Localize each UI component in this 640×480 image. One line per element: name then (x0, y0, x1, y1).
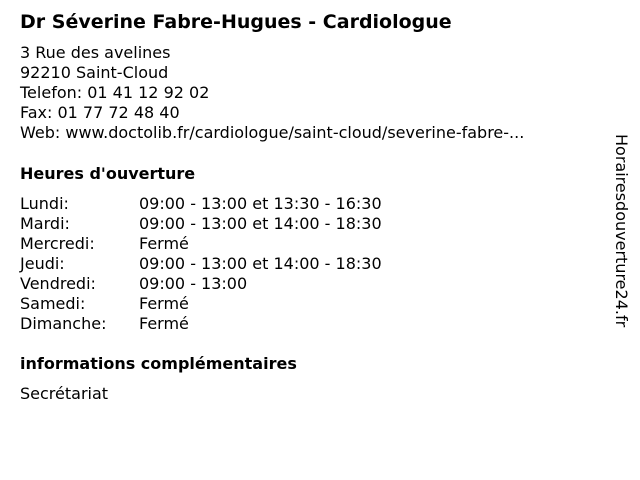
additional-info-heading: informations complémentaires (20, 354, 297, 373)
day-label: Jeudi: (20, 254, 65, 273)
contact-block (20, 43, 524, 143)
website-link[interactable]: Web: www.doctolib.fr/cardiologue/saint-cloud/severine-fabre-... (20, 123, 525, 142)
day-label: Mardi: (20, 214, 70, 233)
day-label: Lundi: (20, 194, 69, 213)
day-label: Mercredi: (20, 234, 95, 253)
fax-number: Fax: 01 77 72 48 40 (20, 103, 180, 122)
page-title: Dr Séverine Fabre-Hugues - Cardiologue (20, 11, 452, 33)
day-label: Vendredi: (20, 274, 96, 293)
phone-number: Telefon: 01 41 12 92 02 (20, 83, 210, 102)
time-value: 09:00 - 13:00 et 14:00 - 18:30 (139, 214, 382, 233)
time-value: Fermé (139, 314, 189, 333)
opening-hours-heading: Heures d'ouverture (20, 164, 196, 183)
site-watermark: Horairesdouverture24.fr (612, 134, 631, 328)
additional-info-text: Secrétariat (20, 384, 109, 403)
street-address: 3 Rue des avelines (20, 43, 171, 62)
day-label: Dimanche: (20, 314, 107, 333)
time-value: 09:00 - 13:00 (139, 274, 248, 293)
time-value: Fermé (139, 294, 189, 313)
day-label: Samedi: (20, 294, 86, 313)
time-value: 09:00 - 13:00 et 13:30 - 16:30 (139, 194, 382, 213)
city-postal-code: 92210 Saint-Cloud (20, 63, 169, 82)
time-value: Fermé (139, 234, 189, 253)
time-value: 09:00 - 13:00 et 14:00 - 18:30 (139, 254, 382, 273)
